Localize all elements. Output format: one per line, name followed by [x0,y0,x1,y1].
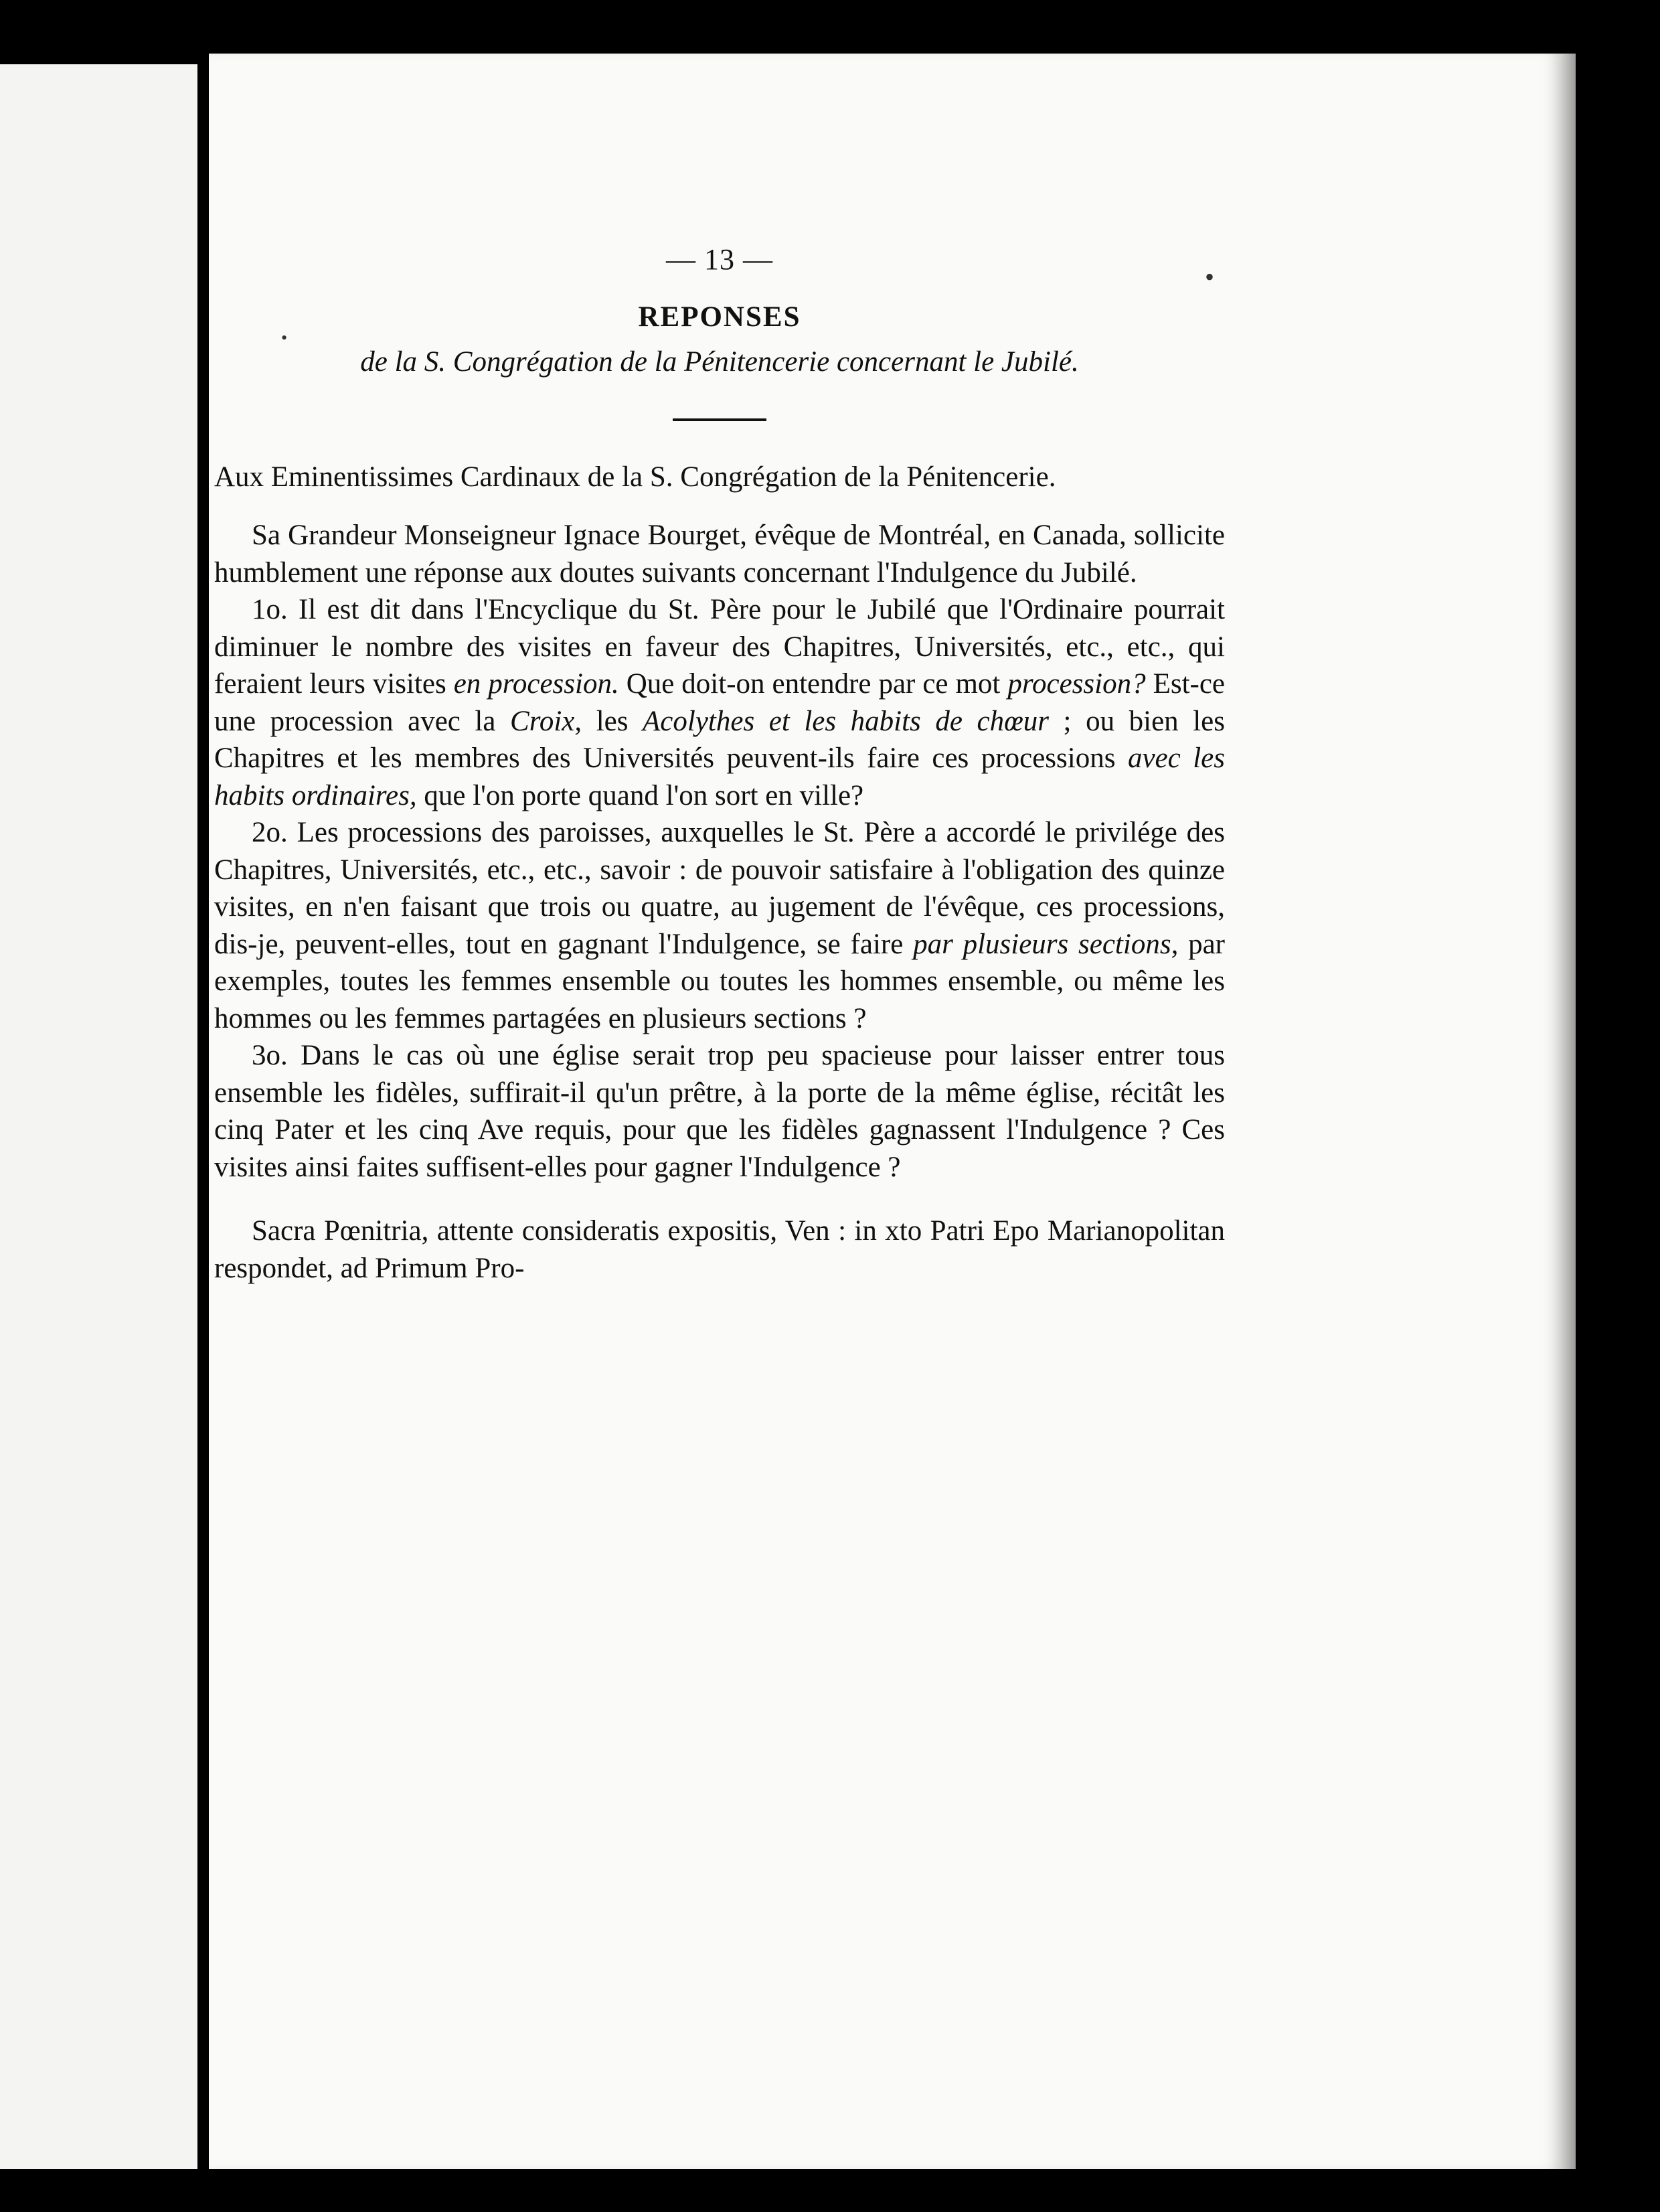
italic-run: procession? [1007,668,1146,700]
speck-mark: • [281,328,288,347]
text-run: que l'on porte quand l'on sort en ville? [416,779,864,811]
page-edge [1560,54,1576,2169]
section-subheading: de la S. Congrégation de la Pénitencerie concernant le Jubilé. [360,346,1079,378]
italic-run: en procession. [453,668,619,700]
italic-run: Acolythes et les habits de chœur [643,705,1049,737]
divider-rule [673,418,766,421]
page-number: — 13 — [666,243,773,276]
paragraph-response: Sacra Pœnitria, attente consideratis expositis, Ven : in xto Patri Epo Marianopolitan respondet, ad Primum Pro- [214,1215,1225,1284]
speck-mark: • [1205,262,1215,292]
paragraph-question-3: 3o. Dans le cas où une église serait trop peu spacieuse pour laisser entrer tous ensemble les fidèles, suffirait-il qu'un prêtre, à la porte de la même église, récitât les cinq Pater et les cinq Ave requis, pour que les fidèles gagnassent l'Indulgence ? Ces visites ainsi faites suffisent-elles pour gagner l'Indulgence ? [214,1040,1225,1183]
italic-run: par plusieurs sections, [913,928,1179,960]
text-run: 1o. Il est dit dans l'Encyclique du St. Père pour le Jubilé que l'Ordinaire pourrait diminuer le nombre des visites en faveur des Chapitres, Universités, etc., etc., qui feraient leurs visites [214,594,1225,700]
text-run: les [582,705,643,737]
facing-page [0,64,197,2169]
paragraph-question-2 [214,814,1225,1037]
page-content [214,241,1225,1287]
text-run: Que doit-on entendre par ce mot [618,668,1008,700]
section-heading: REPONSES [638,301,801,333]
paragraph-intro: Sa Grandeur Monseigneur Ignace Bourget, évêque de Montréal, en Canada, sollicite humblement une réponse aux doutes suivants concernant l'Indulgence du Jubilé. [214,520,1225,588]
text-run: Est-ce une procession avec la [214,668,1226,737]
address-line: Aux Eminentissimes Cardinaux de la S. Congrégation de la Pénitencerie. [214,461,1056,493]
paragraph-question-1 [214,591,1225,814]
italic-run: Croix, [510,705,582,737]
text-run: 2o. Les processions des paroisses, auxquelles le St. Père a accordé le privilége des Chapitres, Universités, etc., etc., savoir : de pouvoir satisfaire à l'obligation des quinze visites, en n'en faisant que trois ou quatre, au jugement de l'évêque, ces processions, dis-je, peuvent-elles, tout en gagnant l'Indulgence, se faire [214,817,1225,960]
text-run: ; ou bien les Chapitres et les membres des Universités peuvent-ils faire ces processions [214,705,1225,774]
text-run: par exemples, toutes les femmes ensemble ou toutes les hommes ensemble, ou même les hommes ou les femmes partagées en plusieurs sections ? [214,928,1226,1034]
italic-run: avec les habits ordinaires, [214,742,1225,811]
